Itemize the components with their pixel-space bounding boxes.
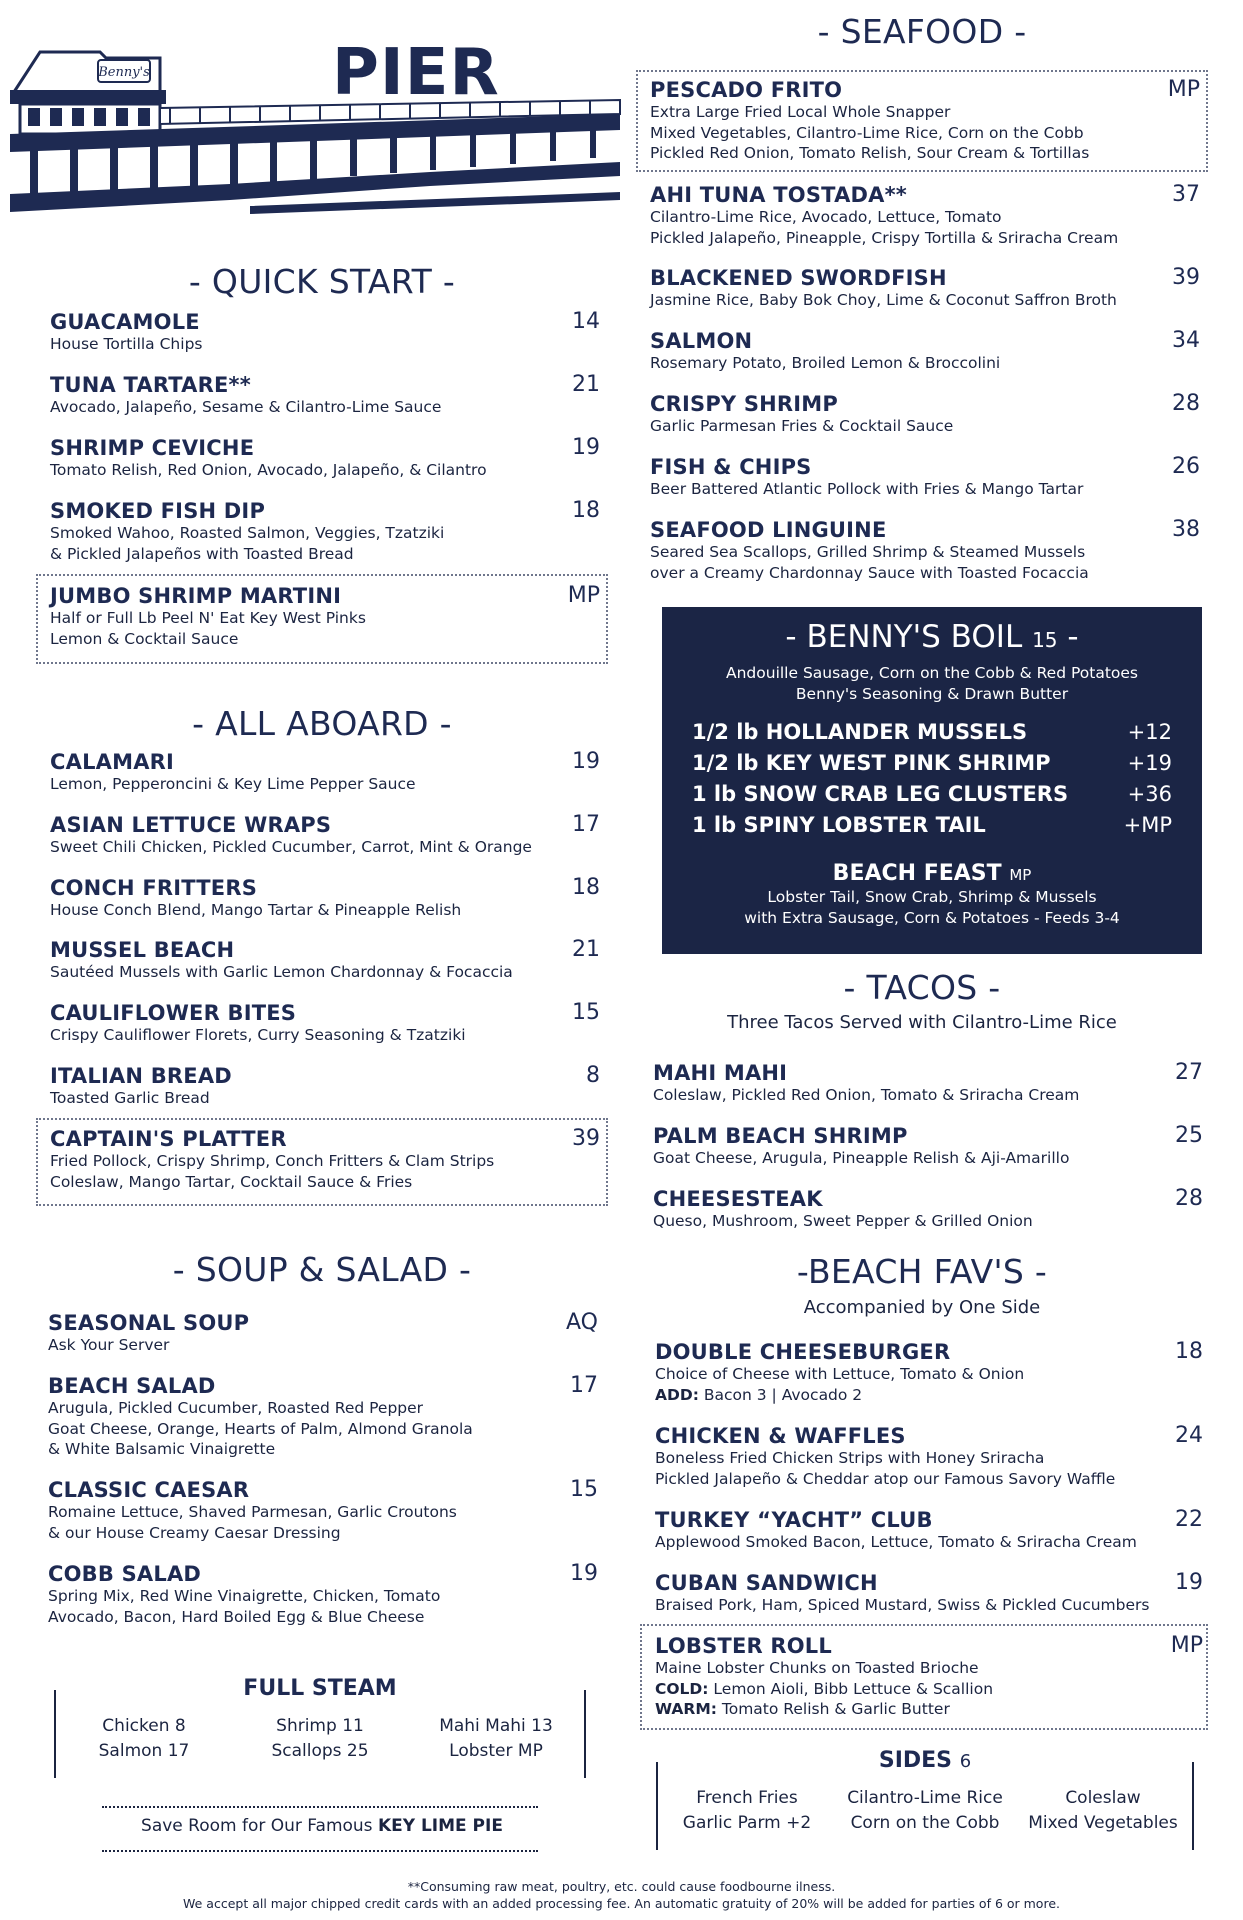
item-name: AHI TUNA TOSTADA** — [650, 183, 907, 207]
menu-item-palm-beach-shrimp-tacos — [653, 1124, 1203, 1169]
add-label: ADD: — [655, 1385, 699, 1404]
addon-name: 1 lb SPINY LOBSTER TAIL — [692, 813, 986, 837]
feast-desc-line: with Extra Sausage, Corn & Potatoes - Feeds 3-4 — [744, 909, 1120, 927]
boil-desc — [662, 663, 1202, 705]
item-name: SHRIMP CEVICHE — [50, 436, 255, 460]
item-price: 28 — [1175, 1186, 1203, 1211]
menu-item-shrimp-ceviche — [50, 436, 600, 481]
addon-name: 1/2 lb HOLLANDER MUSSELS — [692, 720, 1028, 744]
bennys-boil-title — [662, 619, 1202, 655]
menu-item-mahi-mahi-tacos — [653, 1061, 1203, 1106]
bennys-boil-panel — [662, 607, 1202, 954]
side-option: Corn on the Cobb — [850, 1813, 1000, 1833]
menu-item-ahi-tuna-tostada — [650, 183, 1200, 248]
item-price: 8 — [586, 1063, 600, 1088]
warm-text: Tomato Relish & Garlic Butter — [716, 1700, 950, 1718]
item-warm-option — [655, 1699, 1203, 1720]
menu-item-cuban-sandwich — [655, 1571, 1203, 1616]
item-desc: Choice of Cheese with Lettuce, Tomato & Onion — [655, 1365, 1025, 1383]
beach-favs-title: -BEACH FAV'S - — [796, 1252, 1048, 1291]
boil-addon — [692, 781, 1172, 807]
tacos-subtitle: Three Tacos Served with Cilantro-Lime Rice — [727, 1012, 1117, 1033]
sides-box — [656, 1748, 1194, 1850]
item-price: 39 — [1172, 265, 1200, 290]
item-name: CLASSIC CAESAR — [48, 1478, 250, 1502]
item-desc: Spring Mix, Red Wine Vinaigrette, Chicken, Tomato — [48, 1587, 441, 1605]
item-price: AQ — [566, 1310, 598, 1335]
sides-price: 6 — [959, 1751, 972, 1772]
item-desc: & our House Creamy Caesar Dressing — [48, 1523, 341, 1542]
menu-item-smoked-fish-dip — [50, 499, 600, 564]
item-desc: & Pickled Jalapeños with Toasted Bread — [50, 544, 354, 563]
item-name: SEASONAL SOUP — [48, 1311, 250, 1335]
menu-item-guacamole — [50, 310, 600, 355]
item-name: MAHI MAHI — [653, 1061, 788, 1085]
protein-option: Shrimp 11 — [276, 1716, 364, 1736]
addon-price: +36 — [1127, 782, 1172, 806]
menu-item-cheesesteak-tacos — [653, 1187, 1203, 1232]
item-price: 19 — [1175, 1570, 1203, 1595]
item-desc: Pickled Red Onion, Tomato Relish, Sour Cream & Tortillas — [650, 144, 1090, 162]
menu-item-cobb-salad — [48, 1562, 598, 1627]
menu-item-cauliflower-bites — [50, 1001, 600, 1046]
item-desc: Maine Lobster Chunks on Toasted Brioche — [655, 1659, 979, 1677]
footer-payment-note: We accept all major chipped credit cards with an added processing fee. An automatic gratuity of 20% will be added for parties of 6 or more. — [183, 1896, 1060, 1911]
item-desc: over a Creamy Chardonnay Sauce with Toasted Focaccia — [650, 563, 1089, 582]
item-name: SMOKED FISH DIP — [50, 499, 266, 523]
menu-item-chicken-waffles — [655, 1424, 1203, 1489]
item-name: FISH & CHIPS — [650, 455, 812, 479]
item-desc: Lemon, Pepperoncini & Key Lime Pepper Sauce — [50, 775, 416, 793]
menu-item-tuna-tartare — [50, 373, 600, 418]
boil-addon — [692, 812, 1172, 838]
boil-title-end: - — [1057, 619, 1079, 655]
item-desc: Coleslaw, Pickled Red Onion, Tomato & Sriracha Cream — [653, 1086, 1080, 1104]
divider — [102, 1850, 538, 1852]
item-desc: Boneless Fried Chicken Strips with Honey Sriracha — [655, 1449, 1045, 1467]
protein-option: Chicken 8 — [102, 1716, 186, 1736]
item-price: 21 — [572, 372, 600, 397]
menu-item-italian-bread — [50, 1064, 600, 1109]
item-price: MP — [1167, 77, 1200, 102]
key-lime-note — [36, 1816, 608, 1836]
item-name: PALM BEACH SHRIMP — [653, 1124, 908, 1148]
pier-title: PIER — [332, 36, 500, 110]
beach-favs-subtitle: Accompanied by One Side — [803, 1297, 1041, 1318]
item-name: LOBSTER ROLL — [655, 1634, 832, 1658]
item-desc: Goat Cheese, Arugula, Pineapple Relish & Aji-Amarillo — [653, 1149, 1070, 1167]
item-price: 22 — [1175, 1507, 1203, 1532]
menu-item-seasonal-soup — [48, 1311, 598, 1356]
item-name: CUBAN SANDWICH — [655, 1571, 878, 1595]
item-price: 14 — [572, 309, 600, 334]
item-desc: Avocado, Jalapeño, Sesame & Cilantro-Lime Sauce — [50, 398, 442, 416]
sides-title-text: SIDES — [878, 1748, 953, 1773]
item-desc: Arugula, Pickled Cucumber, Roasted Red Pepper — [48, 1399, 424, 1417]
item-name: GUACAMOLE — [50, 310, 200, 334]
item-desc: Seared Sea Scallops, Grilled Shrimp & Steamed Mussels — [650, 543, 1086, 561]
boil-addon — [692, 750, 1172, 776]
item-name: SEAFOOD LINGUINE — [650, 518, 887, 542]
menu-item-pescado-frito — [650, 78, 1200, 164]
item-price: 19 — [570, 1561, 598, 1586]
item-name: MUSSEL BEACH — [50, 938, 235, 962]
boil-addon — [692, 719, 1172, 745]
item-add-on — [655, 1385, 1203, 1406]
menu-item-turkey-yacht-club — [655, 1508, 1203, 1553]
item-price: 17 — [572, 812, 600, 837]
beach-feast-desc — [662, 887, 1202, 929]
item-name: TURKEY “YACHT” CLUB — [655, 1508, 933, 1532]
divider — [102, 1806, 538, 1808]
menu-item-seafood-linguine — [650, 518, 1200, 583]
menu-item-classic-caesar — [48, 1478, 598, 1543]
item-price: 39 — [572, 1126, 600, 1151]
item-price: 28 — [1172, 391, 1200, 416]
item-desc: Goat Cheese, Orange, Hearts of Palm, Almond Granola — [48, 1419, 473, 1438]
item-name: CAULIFLOWER BITES — [50, 1001, 297, 1025]
item-name: ITALIAN BREAD — [50, 1064, 232, 1088]
item-desc: House Tortilla Chips — [50, 335, 203, 353]
item-price: 37 — [1172, 182, 1200, 207]
pier-logo — [10, 44, 630, 224]
item-name: TUNA TARTARE** — [50, 373, 251, 397]
item-price: 25 — [1175, 1123, 1203, 1148]
addon-price: +MP — [1123, 813, 1172, 837]
item-price: 26 — [1172, 454, 1200, 479]
item-desc: Garlic Parmesan Fries & Cocktail Sauce — [650, 417, 954, 435]
boil-desc-line: Benny's Seasoning & Drawn Butter — [795, 685, 1069, 703]
logo-sign-text: Benny's — [98, 65, 150, 80]
item-desc: Applewood Smoked Bacon, Lettuce, Tomato & Sriracha Cream — [655, 1533, 1137, 1551]
full-steam-options — [56, 1714, 584, 1764]
key-lime-prefix: Save Room for Our Famous — [141, 1816, 378, 1836]
menu-item-mussel-beach — [50, 938, 600, 983]
item-price: 15 — [572, 1000, 600, 1025]
side-option: Cilantro-Lime Rice — [847, 1788, 1003, 1808]
menu-item-salmon — [650, 329, 1200, 374]
item-desc: & White Balsamic Vinaigrette — [48, 1440, 276, 1458]
cold-label: COLD: — [655, 1679, 709, 1698]
side-option: Mixed Vegetables — [1028, 1813, 1178, 1833]
addon-name: 1/2 lb KEY WEST PINK SHRIMP — [692, 751, 1051, 775]
full-steam-box — [54, 1676, 586, 1778]
item-price: MP — [1170, 1633, 1203, 1658]
item-name: CALAMARI — [50, 750, 175, 774]
sides-options — [658, 1786, 1192, 1836]
side-option: Garlic Parm +2 — [682, 1813, 812, 1833]
item-desc: House Conch Blend, Mango Tartar & Pineapple Relish — [50, 901, 462, 919]
boil-title-start: - BENNY'S BOIL — [785, 619, 1033, 655]
beach-feast-title — [662, 861, 1202, 886]
item-price: 18 — [572, 498, 600, 523]
add-text: Bacon 3 | Avocado 2 — [698, 1385, 863, 1404]
protein-option: Mahi Mahi 13 — [439, 1716, 553, 1736]
cold-text: Lemon Aioli, Bibb Lettuce & Scallion — [708, 1679, 994, 1698]
item-desc: Smoked Wahoo, Roasted Salmon, Veggies, Tzatziki — [50, 524, 445, 542]
item-name: BEACH SALAD — [48, 1374, 216, 1398]
item-desc: Romaine Lettuce, Shaved Parmesan, Garlic Croutons — [48, 1503, 457, 1521]
item-desc: Pickled Jalapeño & Cheddar atop our Famous Savory Waffle — [655, 1469, 1116, 1488]
seafood-title: - SEAFOOD - — [817, 12, 1027, 51]
item-desc: Queso, Mushroom, Sweet Pepper & Grilled Onion — [653, 1212, 1033, 1230]
item-price: 18 — [572, 875, 600, 900]
item-desc: Ask Your Server — [48, 1336, 170, 1354]
item-desc: Sautéed Mussels with Garlic Lemon Chardonnay & Focaccia — [50, 963, 513, 981]
pier-illustration-icon — [10, 44, 630, 224]
addon-name: 1 lb SNOW CRAB LEG CLUSTERS — [692, 782, 1069, 806]
item-price: 19 — [572, 749, 600, 774]
item-price: 18 — [1175, 1339, 1203, 1364]
protein-option: Scallops 25 — [271, 1741, 369, 1761]
item-name: DOUBLE CHEESEBURGER — [655, 1340, 951, 1364]
menu-item-beach-salad — [48, 1374, 598, 1460]
item-desc: Rosemary Potato, Broiled Lemon & Broccolini — [650, 354, 1001, 372]
menu-item-conch-fritters — [50, 876, 600, 921]
side-option: Coleslaw — [1065, 1788, 1141, 1808]
menu-item-asian-lettuce-wraps — [50, 813, 600, 858]
item-desc: Braised Pork, Ham, Spiced Mustard, Swiss & Pickled Cucumbers — [655, 1596, 1150, 1614]
boil-price: 15 — [1032, 628, 1058, 652]
item-desc: Coleslaw, Mango Tartar, Cocktail Sauce & Fries — [50, 1172, 413, 1191]
menu-item-crispy-shrimp — [650, 392, 1200, 437]
sides-title — [658, 1748, 1192, 1773]
item-price: MP — [567, 583, 600, 608]
item-desc: Cilantro-Lime Rice, Avocado, Lettuce, Tomato — [650, 208, 1002, 226]
item-price: 27 — [1175, 1060, 1203, 1085]
boil-desc-line: Andouille Sausage, Corn on the Cobb & Red Potatoes — [726, 664, 1138, 682]
item-name: CRISPY SHRIMP — [650, 392, 839, 416]
item-desc: Fried Pollock, Crispy Shrimp, Conch Fritters & Clam Strips — [50, 1152, 495, 1170]
feast-desc-line: Lobster Tail, Snow Crab, Shrimp & Mussels — [767, 888, 1097, 906]
item-desc: Avocado, Bacon, Hard Boiled Egg & Blue Cheese — [48, 1607, 425, 1626]
menu-item-captains-platter — [50, 1127, 600, 1192]
item-desc: Tomato Relish, Red Onion, Avocado, Jalapeño, & Cilantro — [50, 461, 487, 479]
item-price: 38 — [1172, 517, 1200, 542]
item-desc: Half or Full Lb Peel N' Eat Key West Pinks — [50, 609, 366, 627]
menu-item-fish-and-chips — [650, 455, 1200, 500]
item-name: CHEESESTEAK — [653, 1187, 823, 1211]
item-desc: Crispy Cauliflower Florets, Curry Seasoning & Tzatziki — [50, 1026, 466, 1044]
item-price: 19 — [572, 435, 600, 460]
menu-item-blackened-swordfish — [650, 266, 1200, 311]
quick-start-title: - QUICK START - — [188, 262, 456, 301]
item-price: 34 — [1172, 328, 1200, 353]
key-lime-highlight: KEY LIME PIE — [377, 1816, 503, 1836]
tacos-title: - TACOS - — [843, 968, 1001, 1007]
item-desc: Jasmine Rice, Baby Bok Choy, Lime & Coconut Saffron Broth — [650, 291, 1117, 309]
item-price: 21 — [572, 937, 600, 962]
item-name: CHICKEN & WAFFLES — [655, 1424, 906, 1448]
addon-price: +12 — [1127, 720, 1172, 744]
item-desc: Beer Battered Atlantic Pollock with Fries & Mango Tartar — [650, 480, 1084, 498]
item-desc: Lemon & Cocktail Sauce — [50, 629, 239, 648]
item-name: SALMON — [650, 329, 753, 353]
item-name: ASIAN LETTUCE WRAPS — [50, 813, 332, 837]
item-name: COBB SALAD — [48, 1562, 202, 1586]
addon-price: +19 — [1127, 751, 1172, 775]
protein-option: Salmon 17 — [98, 1741, 190, 1761]
soup-salad-title: - SOUP & SALAD - — [172, 1250, 472, 1289]
item-price: 24 — [1175, 1423, 1203, 1448]
item-desc: Mixed Vegetables, Cilantro-Lime Rice, Corn on the Cobb — [650, 123, 1084, 142]
feast-price: MP — [1009, 866, 1032, 884]
item-desc: Sweet Chili Chicken, Pickled Cucumber, Carrot, Mint & Orange — [50, 838, 532, 856]
side-option: French Fries — [696, 1788, 798, 1808]
item-name: CAPTAIN'S PLATTER — [50, 1127, 287, 1151]
item-desc: Extra Large Fried Local Whole Snapper — [650, 103, 951, 121]
item-desc: Toasted Garlic Bread — [50, 1089, 210, 1107]
menu-item-jumbo-shrimp-martini — [50, 584, 600, 649]
warm-label: WARM: — [655, 1700, 717, 1718]
item-price: 17 — [570, 1373, 598, 1398]
menu-item-calamari — [50, 750, 600, 795]
item-name: CONCH FRITTERS — [50, 876, 258, 900]
item-name: JUMBO SHRIMP MARTINI — [50, 584, 342, 608]
item-desc: Pickled Jalapeño, Pineapple, Crispy Tortilla & Sriracha Cream — [650, 228, 1119, 247]
footer-disclaimer: **Consuming raw meat, poultry, etc. could cause foodbourne ilness. — [407, 1879, 836, 1894]
menu-item-lobster-roll — [655, 1634, 1203, 1720]
feast-name: BEACH FEAST — [832, 861, 1002, 886]
protein-option: Lobster MP — [449, 1741, 543, 1761]
menu-item-double-cheeseburger — [655, 1340, 1203, 1405]
full-steam-title: FULL STEAM — [243, 1676, 397, 1701]
item-price: 15 — [570, 1477, 598, 1502]
all-aboard-title: - ALL ABOARD - — [192, 704, 452, 743]
item-cold-option — [655, 1679, 1203, 1700]
item-name: PESCADO FRITO — [650, 78, 843, 102]
item-name: BLACKENED SWORDFISH — [650, 266, 947, 290]
